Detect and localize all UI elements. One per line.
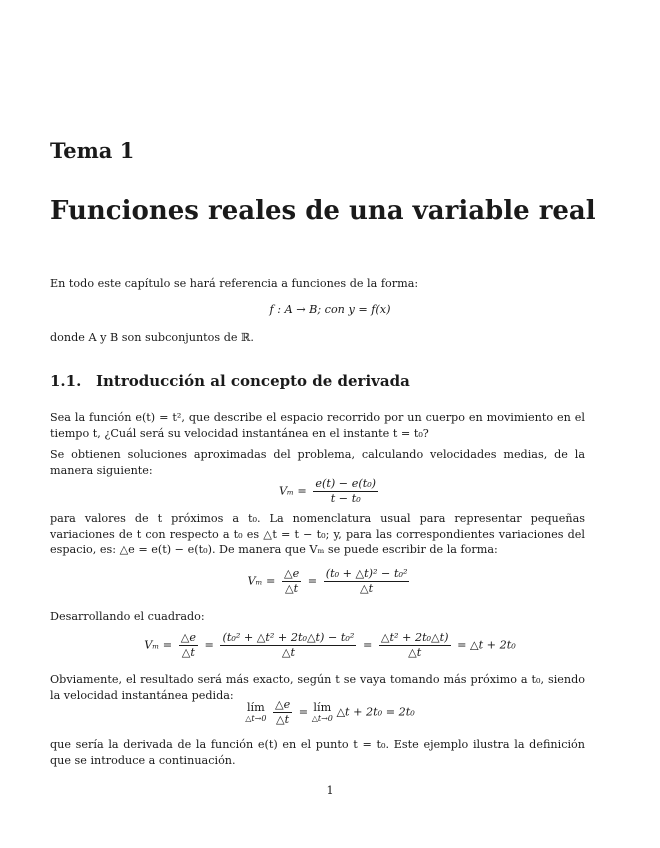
body-paragraph-2: Se obtienen soluciones aproximadas del problema, calculando velocidades medias, de la manera siguiente:: [50, 448, 585, 477]
numerator: (t₀ + △t)² − t₀²: [325, 567, 408, 580]
body-paragraph-4: Desarrollando el cuadrado:: [50, 610, 205, 623]
denominator: △t: [408, 646, 422, 659]
fraction: [273, 698, 292, 727]
expanded-square-equation: [0, 631, 660, 660]
limit-word: lím: [246, 700, 265, 714]
equation-lhs: Vₘ =: [144, 638, 173, 652]
limit-word: lím: [313, 700, 332, 714]
numerator: △t² + 2t₀△t): [380, 631, 449, 644]
equals-sign: =: [298, 705, 309, 719]
denominator: △t: [281, 646, 295, 659]
numerator: △e: [274, 698, 291, 711]
denominator: t − t₀: [330, 492, 361, 505]
chapter-number: Tema 1: [50, 138, 135, 163]
equation-result: △t + 2t₀ = 2t₀: [336, 705, 415, 719]
limit-operator: [312, 702, 333, 724]
numerator: △e: [180, 631, 196, 644]
limit-operator: [245, 702, 266, 724]
numerator: e(t) − e(t₀): [315, 477, 377, 490]
denominator: △t: [285, 582, 299, 595]
section-number: 1.1.: [50, 372, 82, 390]
body-paragraph-6: que sería la derivada de la función e(t) en el punto t = t₀. Este ejemplo ilustra la definición que se introduce a continuación.: [50, 738, 585, 767]
limit-subscript: △t→0: [245, 713, 267, 723]
intro-paragraph: En todo este capítulo se hará referencia a funciones de la forma:: [50, 277, 419, 290]
body-paragraph-1: Sea la función e(t) = t², que describe el espacio recorrido por un cuerpo en movimiento en el tiempo t, ¿Cuál será su velocidad instantánea en el instante t = t₀?: [50, 411, 585, 440]
limit-subscript: △t→0: [311, 713, 333, 723]
equation-result: = △t + 2t₀: [457, 638, 516, 652]
fraction: [313, 477, 378, 506]
fraction: [179, 631, 198, 660]
fraction: [282, 567, 301, 596]
equation-lhs: Vₘ =: [278, 484, 307, 498]
section-title: Introducción al concepto de derivada: [96, 372, 410, 390]
chapter-title: Funciones reales de una variable real: [50, 196, 596, 226]
fraction: [379, 631, 451, 660]
equals-sign: =: [307, 574, 318, 588]
page-number: 1: [326, 784, 334, 797]
equation-lhs: Vₘ =: [247, 574, 276, 588]
function-definition-equation: f : A → B; con y = f(x): [269, 303, 391, 316]
equals-sign: =: [204, 638, 214, 652]
intro-subsets-paragraph: donde A y B son subconjuntos de ℝ.: [50, 331, 254, 344]
denominator: △t: [276, 713, 290, 726]
equals-sign: =: [362, 638, 373, 652]
denominator: △t: [360, 582, 374, 595]
body-paragraph-3: para valores de t próximos a t₀. La nomenclatura usual para representar pequeñas variaciones de t con respecto a t₀ es △t = t − t₀; y, para las correspondientes variaciones del espacio, es: △e = e(t) − e(t₀). De manera que Vₘ se puede escribir de la forma:: [50, 512, 585, 556]
fraction: [220, 631, 356, 660]
fraction: [324, 567, 410, 596]
instantaneous-velocity-limit-equation: [0, 698, 660, 727]
numerator: (t₀² + △t² + 2t₀△t) − t₀²: [222, 631, 355, 644]
average-velocity-equation: [0, 477, 660, 506]
denominator: △t: [181, 646, 195, 659]
delta-velocity-equation: [0, 567, 660, 596]
body-paragraph-5: Obviamente, el resultado será más exacto, según t se vaya tomando más próximo a t₀, siendo la velocidad instantánea pedida:: [50, 673, 585, 702]
section-heading: [50, 372, 410, 390]
numerator: △e: [283, 567, 300, 580]
